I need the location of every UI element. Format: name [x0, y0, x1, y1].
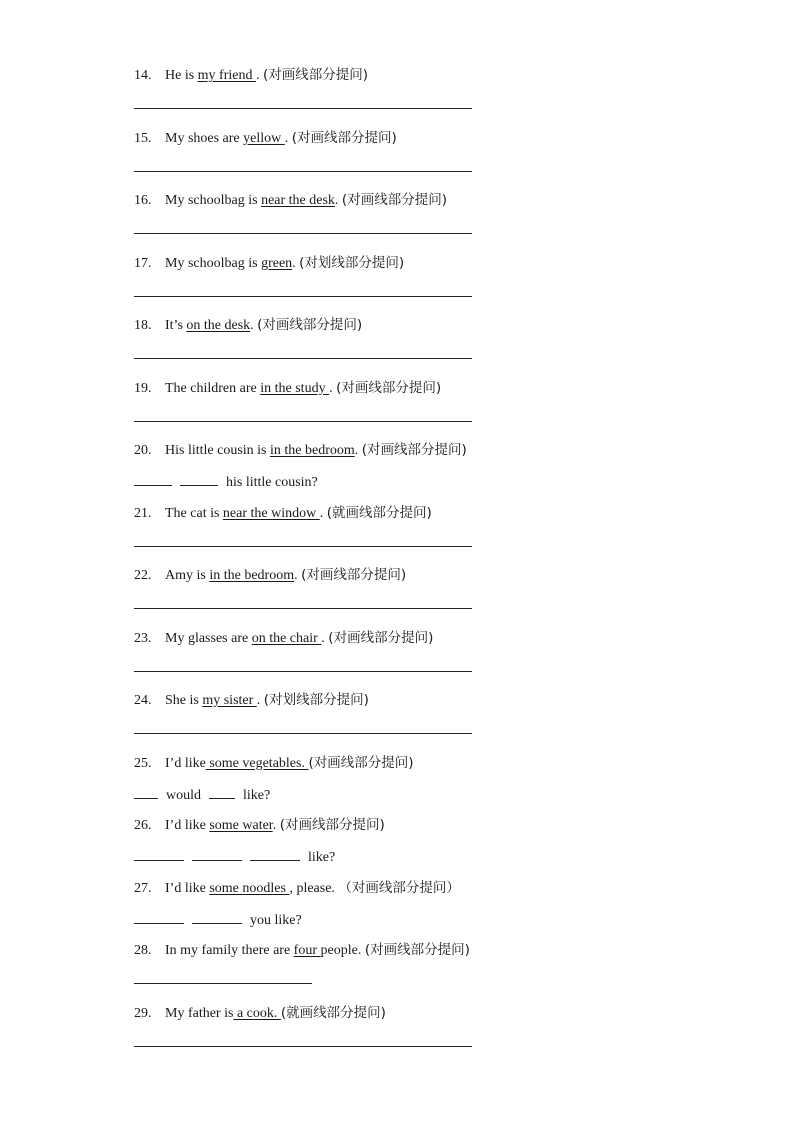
answer-tail-text: you like?: [250, 912, 302, 928]
answer-fill-row: [134, 471, 318, 489]
instruction-text: (对画线部分提问): [291, 129, 397, 146]
answer-line[interactable]: [134, 296, 472, 297]
instruction-text: (就画线部分提问): [326, 504, 432, 521]
question-number: 29.: [134, 1005, 152, 1021]
instruction-text: (对画线部分提问): [257, 317, 363, 333]
answer-line[interactable]: [134, 546, 472, 547]
answer-line[interactable]: [134, 983, 312, 984]
question-item: [134, 566, 406, 584]
question-number: 20.: [134, 443, 152, 458]
question-item: [134, 941, 470, 959]
question-item: [134, 379, 441, 397]
instruction-text: (对划线部分提问): [299, 254, 405, 271]
underlined-phrase: in the bedroom: [270, 443, 355, 458]
question-text: .: [294, 568, 302, 583]
underlined-phrase: on the chair: [251, 630, 322, 646]
question-item: [134, 191, 447, 209]
instruction-text: (对画线部分提问): [341, 192, 447, 208]
underlined-phrase: on the desk: [186, 318, 251, 333]
question-number: 14.: [134, 68, 152, 83]
question-item: [134, 879, 460, 897]
question-text: The children are: [165, 380, 261, 396]
instruction-text: (对画线部分提问): [279, 817, 385, 833]
question-text: people.: [320, 943, 365, 958]
question-text: .: [329, 380, 337, 396]
question-number: 26.: [134, 818, 152, 833]
question-number: 28.: [134, 943, 152, 958]
answer-line[interactable]: [134, 108, 472, 109]
instruction-text: (对划线部分提问): [263, 692, 369, 708]
answer-fill-row: [134, 846, 335, 864]
question-text: .: [354, 443, 362, 458]
answer-tail-text: his little cousin?: [226, 475, 318, 490]
question-text: I’d like: [165, 755, 206, 771]
question-text: In my family there are: [165, 943, 294, 958]
question-text: She is: [165, 693, 203, 708]
underlined-phrase: some noodles: [209, 880, 290, 896]
question-number: 21.: [134, 505, 152, 521]
question-text: .: [256, 68, 263, 83]
underlined-phrase: green: [261, 255, 293, 271]
answer-line[interactable]: [134, 171, 472, 172]
question-text: .: [284, 130, 292, 146]
question-item: [134, 66, 368, 84]
answer-blank[interactable]: [192, 846, 242, 861]
question-number: 22.: [134, 568, 152, 583]
answer-word: would: [166, 787, 201, 803]
answer-line[interactable]: [134, 608, 472, 609]
question-text: .: [256, 693, 264, 708]
answer-line[interactable]: [134, 1046, 472, 1047]
instruction-text: (对画线部分提问): [308, 754, 414, 771]
question-text: My schoolbag is: [165, 193, 262, 208]
answer-line[interactable]: [134, 733, 472, 734]
answer-tail-text: like?: [243, 787, 271, 803]
question-text: My schoolbag is: [165, 255, 262, 271]
question-number: 16.: [134, 193, 152, 208]
question-item: [134, 754, 414, 772]
question-number: 17.: [134, 255, 152, 271]
question-item: [134, 254, 404, 272]
question-item: [134, 1004, 386, 1022]
instruction-text: (对画线部分提问): [301, 567, 407, 583]
underlined-phrase: near the window: [222, 505, 320, 521]
question-text: The cat is: [165, 505, 223, 521]
question-text: , please.: [289, 880, 339, 896]
underlined-phrase: yellow: [243, 130, 285, 146]
question-number: 24.: [134, 693, 152, 708]
question-text: My father is: [165, 1005, 234, 1021]
question-text: .: [292, 255, 300, 271]
answer-tail-text: like?: [308, 850, 336, 865]
answer-blank[interactable]: [192, 909, 242, 924]
question-number: 23.: [134, 630, 152, 646]
answer-line[interactable]: [134, 233, 472, 234]
question-number: 15.: [134, 130, 152, 146]
question-number: 18.: [134, 318, 152, 333]
question-item: [134, 129, 397, 147]
question-text: It’s: [165, 318, 187, 333]
instruction-text: (就画线部分提问): [280, 1004, 386, 1021]
answer-blank[interactable]: [134, 909, 184, 924]
answer-blank[interactable]: [209, 784, 235, 799]
underlined-phrase: in the study: [260, 380, 330, 396]
question-text: Amy is: [165, 568, 210, 583]
underlined-phrase: my sister: [202, 693, 257, 708]
instruction-text: (对画线部分提问): [328, 629, 434, 646]
question-text: My glasses are: [165, 630, 252, 646]
answer-fill-row: [134, 909, 302, 927]
instruction-text: (对画线部分提问): [364, 942, 470, 958]
underlined-phrase: near the desk: [261, 193, 335, 208]
instruction-text: (对画线部分提问): [361, 442, 467, 458]
question-item: [134, 816, 385, 834]
underlined-phrase: four: [293, 943, 321, 958]
question-number: 25.: [134, 755, 152, 771]
question-text: My shoes are: [165, 130, 244, 146]
question-text: .: [334, 193, 342, 208]
question-item: [134, 629, 433, 647]
question-text: .: [250, 318, 258, 333]
question-text: He is: [165, 68, 198, 83]
question-text: .: [321, 630, 329, 646]
question-text: His little cousin is: [165, 443, 270, 458]
underlined-phrase: some water: [209, 818, 273, 833]
answer-blank[interactable]: [250, 846, 300, 861]
question-item: [134, 316, 362, 334]
underlined-phrase: a cook.: [233, 1005, 281, 1021]
underlined-phrase: my friend: [197, 68, 256, 83]
question-item: [134, 441, 467, 459]
answer-blank[interactable]: [180, 471, 218, 486]
question-text: I’d like: [165, 818, 210, 833]
answer-line[interactable]: [134, 421, 472, 422]
instruction-text: (对画线部分提问): [336, 379, 442, 396]
question-text: .: [272, 818, 280, 833]
question-number: 27.: [134, 880, 152, 896]
question-item: [134, 691, 369, 709]
instruction-text: （对画线部分提问）: [338, 879, 460, 896]
answer-line[interactable]: [134, 358, 472, 359]
question-item: [134, 504, 432, 522]
answer-blank[interactable]: [134, 784, 158, 799]
answer-blank[interactable]: [134, 846, 184, 861]
question-text: I’d like: [165, 880, 210, 896]
underlined-phrase: some vegetables.: [205, 755, 309, 771]
instruction-text: (对画线部分提问): [263, 67, 369, 83]
question-number: 19.: [134, 380, 152, 396]
answer-blank[interactable]: [134, 471, 172, 486]
question-text: .: [319, 505, 327, 521]
underlined-phrase: in the bedroom: [209, 568, 295, 583]
answer-fill-row: [134, 784, 270, 802]
answer-line[interactable]: [134, 671, 472, 672]
